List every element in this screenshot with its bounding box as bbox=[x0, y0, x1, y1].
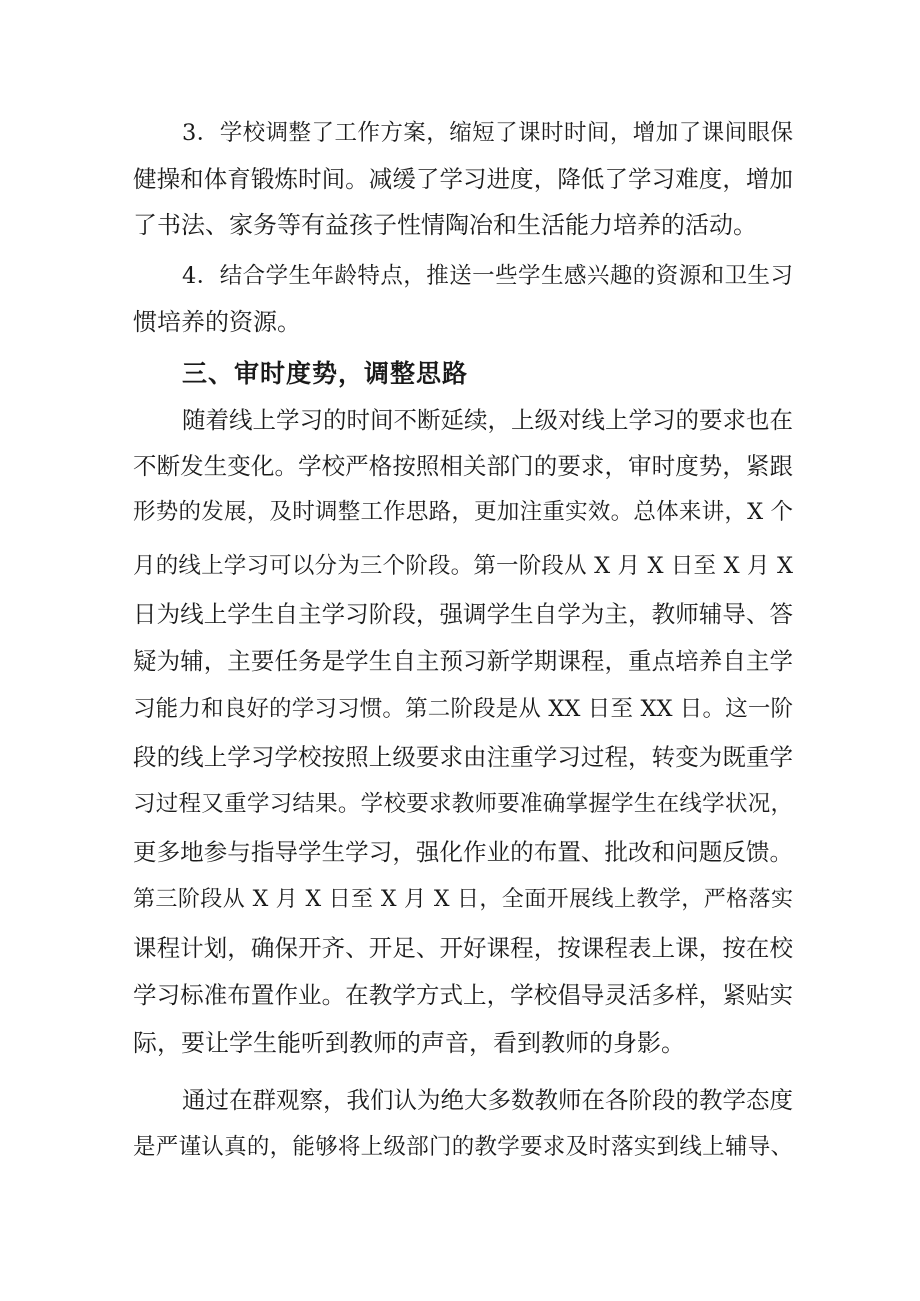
paragraph-1-line-4: 月的线上学习可以分为三个阶段。第一阶段从 X 月 X 日至 X 月 X bbox=[133, 553, 793, 579]
item-4-line-1: 4．结合学生年龄特点，推送一些学生感兴趣的资源和卫生习 bbox=[182, 263, 793, 289]
paragraph-1-line-12: 课程计划，确保开齐、开足、开好课程，按课程表上课，按在校 bbox=[133, 934, 793, 962]
paragraph-1-line-5: 日为线上学生自主学习阶段，强调学生自学为主，教师辅导、答 bbox=[133, 600, 793, 628]
item-3-line-1: 3．学校调整了工作方案，缩短了课时时间，增加了课间眼保 bbox=[182, 120, 793, 146]
paragraph-1-line-14: 际，要让学生能听到教师的声音，看到教师的身影。 bbox=[133, 1029, 685, 1057]
paragraph-1-line-9: 习过程又重学习结果。学校要求教师要准确掌握学生在线学状况， bbox=[133, 791, 793, 817]
paragraph-1-line-1: 随着线上学习的时间不断延续，上级对线上学习的要求也在 bbox=[182, 406, 793, 434]
section-heading: 三、审时度势，调整思路 bbox=[182, 359, 469, 388]
paragraph-1-line-8: 段的线上学习学校按照上级要求由注重学习过程，转变为既重学 bbox=[133, 743, 793, 771]
item-3-line-2: 健操和体育锻炼时间。减缓了学习进度，降低了学习难度，增加 bbox=[133, 165, 793, 193]
item-3-line-3: 了书法、家务等有益孩子性情陶冶和生活能力培养的活动。 bbox=[133, 211, 757, 239]
item-4-line-2: 惯培养的资源。 bbox=[133, 308, 301, 336]
paragraph-1-line-7: 习能力和良好的学习习惯。第二阶段是从 XX 日至 XX 日。这一阶 bbox=[133, 696, 793, 722]
paragraph-1-line-11: 第三阶段从 X 月 X 日至 X 月 X 日，全面开展线上教学，严格落实 bbox=[133, 887, 793, 912]
paragraph-2-line-1: 通过在群观察，我们认为绝大多数教师在各阶段的教学态度 bbox=[182, 1086, 793, 1114]
paragraph-1-line-6: 疑为辅，主要任务是学生自主预习新学期课程，重点培养自主学 bbox=[133, 647, 793, 675]
paragraph-1-line-13: 学习标准布置作业。在教学方式上，学校倡导灵活多样，紧贴实 bbox=[133, 981, 793, 1009]
paragraph-1-line-2: 不断发生变化。学校严格按照相关部门的要求，审时度势，紧跟 bbox=[133, 452, 793, 480]
paragraph-1-line-3: 形势的发展，及时调整工作思路，更加注重实效。总体来讲，X 个 bbox=[133, 499, 793, 525]
paragraph-2-line-2: 是严谨认真的，能够将上级部门的教学要求及时落实到线上辅导、 bbox=[133, 1134, 793, 1160]
paragraph-1-line-10: 更多地参与指导学生学习，强化作业的布置、批改和问题反馈。 bbox=[133, 838, 793, 866]
